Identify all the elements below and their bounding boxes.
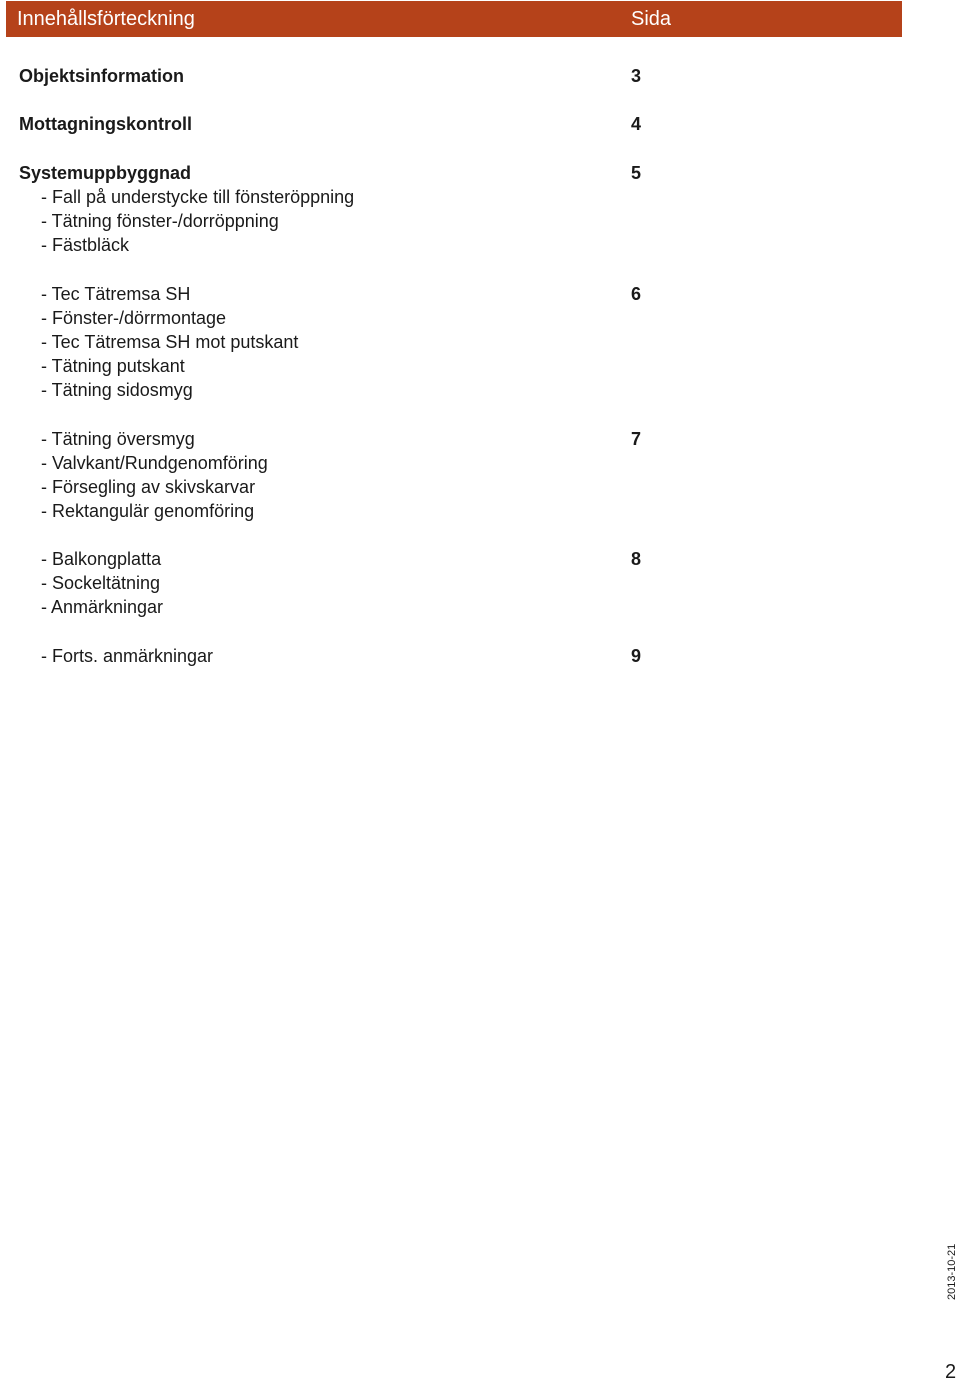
toc-entry-page: 3: [631, 66, 642, 86]
page-column-label: Sida: [631, 8, 672, 30]
toc-subentry[interactable]: [0, 306, 660, 330]
toc-entry-label: - Tec Tätremsa SH: [41, 284, 191, 304]
toc-entry-label: - Tec Tätremsa SH mot putskant: [41, 332, 299, 352]
toc-entry-page: 8: [631, 549, 642, 569]
toc-entry-label: - Anmärkningar: [41, 597, 164, 617]
toc-subentry[interactable]: [0, 185, 660, 209]
toc-header-bar: [6, 1, 902, 37]
toc-entry-label: - Forts. anmärkningar: [41, 646, 214, 666]
toc-subentry[interactable]: [0, 209, 660, 233]
toc-subentry[interactable]: [0, 378, 660, 402]
toc-entry-label: Mottagningskontroll: [19, 114, 192, 134]
toc-subentry[interactable]: [0, 282, 660, 306]
toc-entry[interactable]: [0, 161, 660, 185]
toc-entry-page: 6: [631, 284, 642, 304]
toc-subentry[interactable]: [0, 547, 660, 571]
toc-subentry[interactable]: [0, 571, 660, 595]
toc-subentry[interactable]: [0, 354, 660, 378]
toc-entry-label: - Tätning sidosmyg: [41, 380, 193, 400]
toc-entry[interactable]: [0, 112, 660, 136]
toc-entry-page: 9: [631, 646, 642, 666]
page-number: 2: [945, 1361, 957, 1383]
toc-subentry[interactable]: [0, 475, 660, 499]
toc-subentry[interactable]: [0, 233, 660, 257]
toc-entry-label: - Valvkant/Rundgenomföring: [41, 453, 268, 473]
toc-subentry[interactable]: [0, 644, 660, 668]
toc-subentry[interactable]: [0, 499, 660, 523]
toc-entry-label: - Sockeltätning: [41, 573, 161, 593]
toc-entry-label: Systemuppbyggnad: [19, 163, 192, 183]
toc-entry-label: - Tätning översmyg: [41, 429, 195, 449]
toc-entry-label: - Försegling av skivskarvar: [41, 477, 256, 497]
toc-subentry[interactable]: [0, 427, 660, 451]
document-date: 2013-10-21: [946, 1243, 958, 1300]
toc-entry-label: - Rektangulär genomföring: [41, 501, 255, 521]
toc-entry-label: - Tätning putskant: [41, 356, 185, 376]
toc-subentry[interactable]: [0, 451, 660, 475]
toc-entry-label: Objektsinformation: [19, 66, 185, 86]
toc-entry-label: - Fönster-/dörrmontage: [41, 308, 227, 328]
toc-entry-label: - Fästbläck: [41, 235, 130, 255]
toc-entry-label: - Tätning fönster-/dorröppning: [41, 211, 279, 231]
toc-subentry[interactable]: [0, 330, 660, 354]
toc-entry-page: 4: [631, 114, 642, 134]
toc-entry-page: 7: [631, 429, 642, 449]
toc-entry[interactable]: [0, 64, 660, 88]
toc-entry-label: - Balkongplatta: [41, 549, 162, 569]
toc-title: Innehållsförteckning: [17, 8, 195, 30]
toc-entry-page: 5: [631, 163, 642, 183]
toc-entry-label: - Fall på understycke till fönsteröppning: [41, 187, 355, 207]
toc-subentry[interactable]: [0, 595, 660, 619]
